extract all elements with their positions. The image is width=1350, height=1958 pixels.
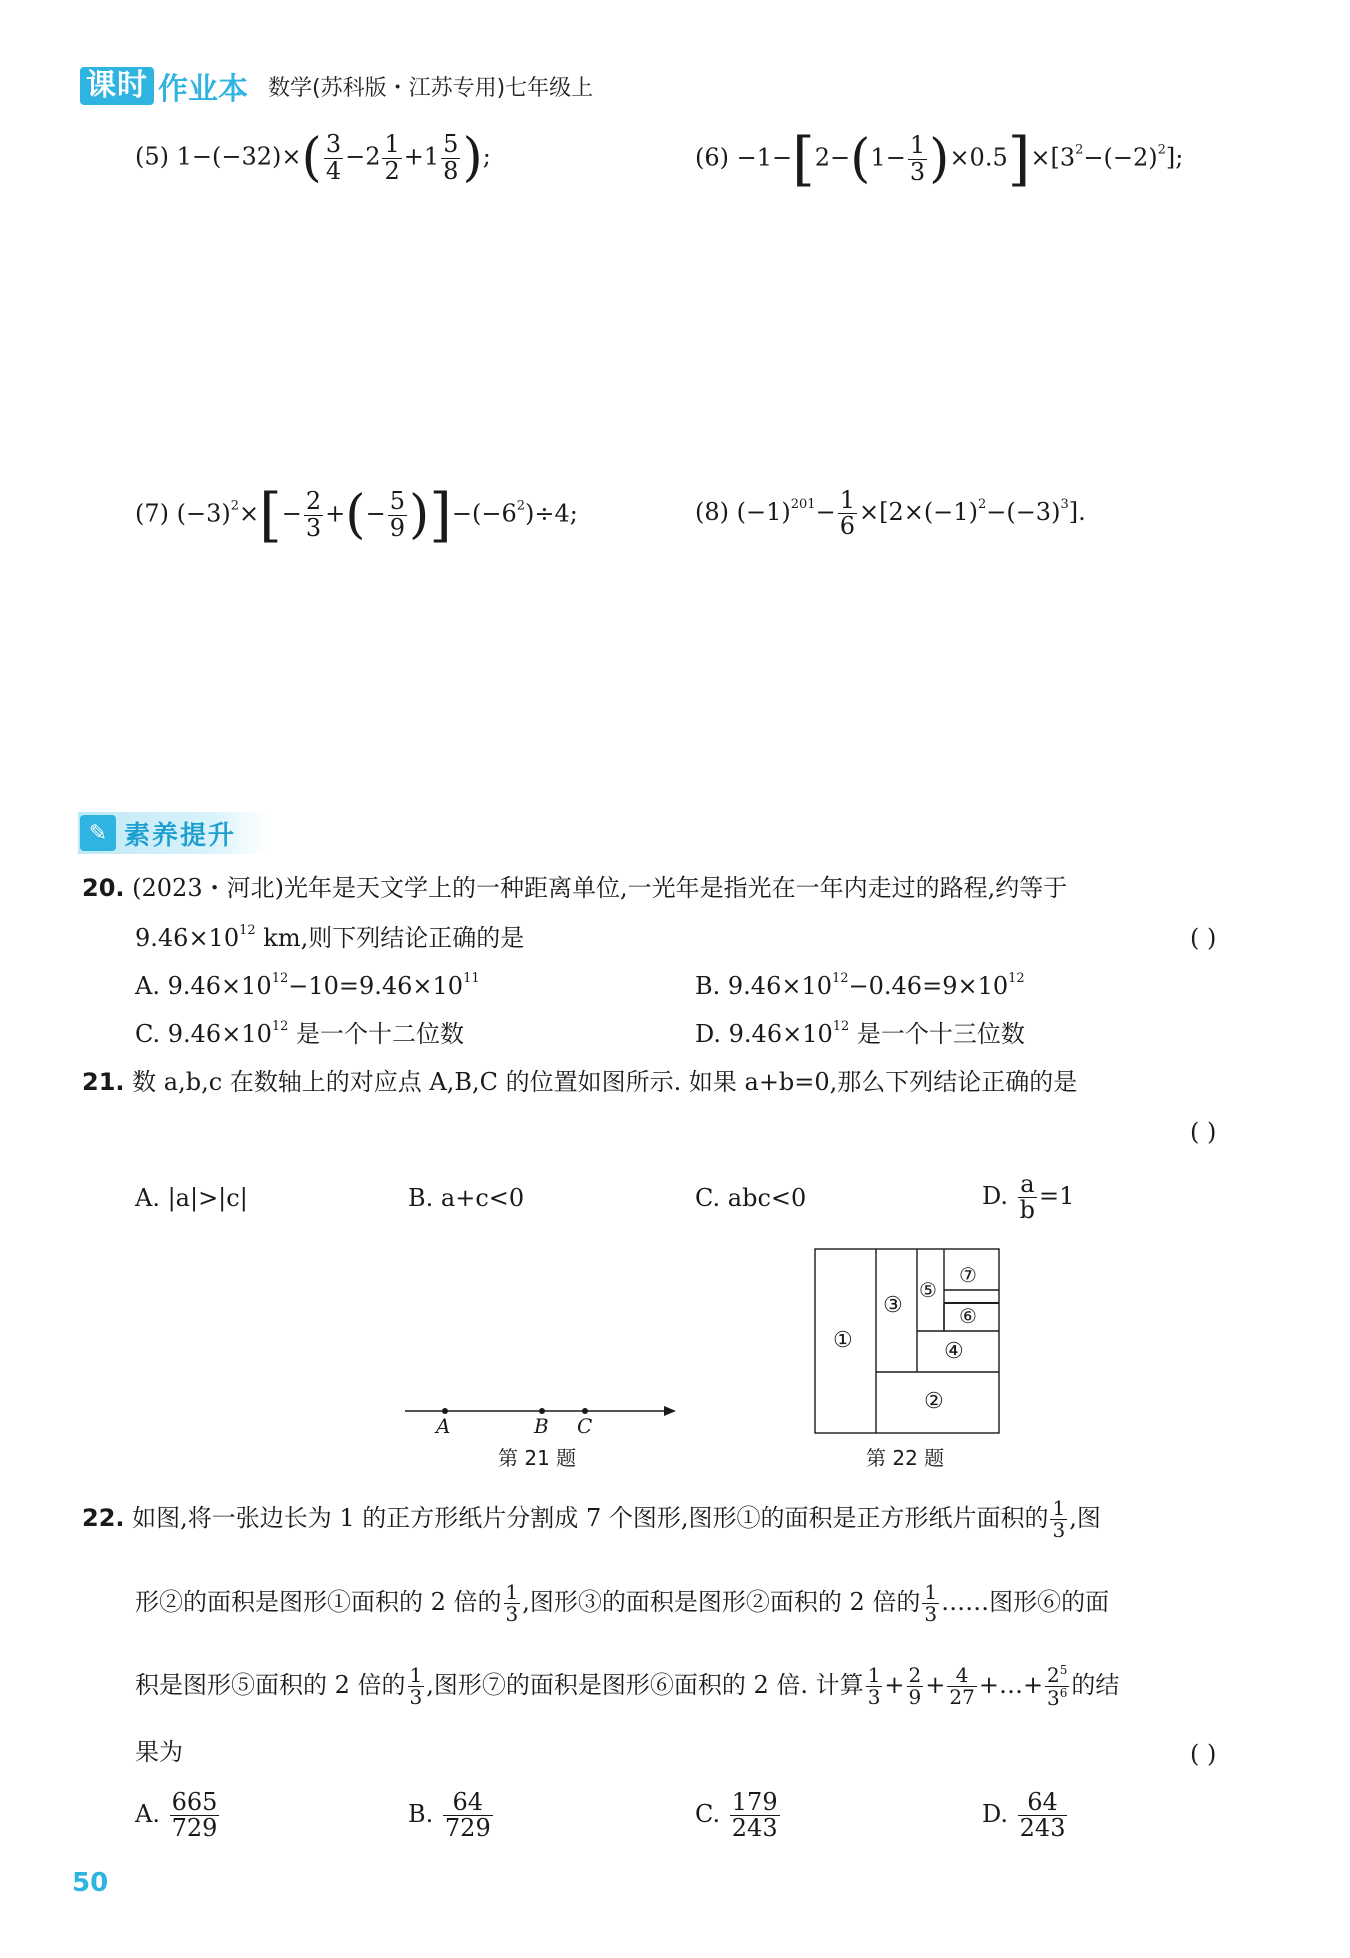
figure-21-caption: 第 21 题 (498, 1446, 577, 1470)
q21-option-a: A. |a|>|c| (135, 1184, 248, 1212)
region-6-label: ⑥ (959, 1304, 977, 1328)
page-number: 50 (72, 1868, 109, 1898)
problem-7: (7) $(-3)^2\times[-$ $\frac{2}{3}$ +(− $\frac{5}{9}$ )]$-(-6^2)\div 4$; (135, 481, 578, 549)
region-1-label: ① (833, 1328, 853, 1353)
q22-option-c: C. $\frac{179}{243}$ (695, 1788, 778, 1843)
problem-8: (8) $(-1)^{201}-$ $\frac{1}{6}$ $\times[2\times(-1)^2-(-3)^3]$. (695, 486, 1086, 541)
q22-option-a: A. $\frac{665}{729}$ (135, 1788, 218, 1843)
region-2-label: ② (924, 1389, 944, 1414)
q22-option-b: B. $\frac{64}{729}$ (408, 1788, 491, 1843)
q21-option-b: B. a+c<0 (408, 1184, 525, 1212)
pencil-icon: ✎ (80, 815, 116, 851)
problem-5: (5) 1−(−32)×( $\frac{3}{4}$ −2 $\frac{1}{2}$ +1 $\frac{5}{8}$ ); (135, 128, 491, 188)
q21-option-d: D. $\frac{a}{b}$ =1 (982, 1170, 1075, 1225)
q20-option-b: B. $9.46\times 10^{12}-0.46=9\times 10^{12}$ (695, 971, 1025, 1000)
q21-option-c: C. abc<0 (695, 1184, 807, 1212)
q22-answer-blank: ( ) (1190, 1740, 1217, 1768)
q21-answer-blank: ( ) (1190, 1118, 1217, 1146)
logo: 课时 (80, 67, 154, 105)
point-c-label: C (577, 1414, 593, 1438)
section-banner (78, 812, 268, 854)
q20-option-c: C. $9.46\times 10^{12}$ 是一个十二位数 (135, 1019, 465, 1048)
section-title: 素养提升 (124, 820, 237, 851)
q22-line2: 形②的面积是图形①面积的 2 倍的 $\frac{1}{3}$ ,图形③的面积是图形②面积的 2 倍的 $\frac{1}{3}$ ……图形⑥的面 (135, 1580, 1110, 1626)
q22-option-d: D. $\frac{64}{243}$ (982, 1788, 1066, 1843)
q20-line2: $9.46\times 10^{12}$ km,则下列结论正确的是 (135, 923, 525, 952)
point-a-label: A (436, 1414, 451, 1438)
region-7-label: ⑦ (959, 1263, 977, 1287)
figure-22-caption: 第 22 题 (866, 1446, 945, 1470)
q22-line4: 果为 (135, 1738, 183, 1766)
region-3-label: ③ (883, 1293, 903, 1318)
q21-stem: 21. 数 a,b,c 在数轴上的对应点 A,B,C 的位置如图所示. 如果 a+b=0,那么下列结论正确的是 (82, 1068, 1078, 1096)
point-b-label: B (534, 1414, 549, 1438)
logo-text: 作业本 (158, 72, 248, 107)
q22-line1: 22. 如图,将一张边长为 1 的正方形纸片分割成 7 个图形,图形①的面积是正方形纸片面积的 $\frac{1}{3}$ ,图 (82, 1496, 1101, 1542)
region-5-label: ⑤ (919, 1278, 937, 1302)
book-subtitle: 数学(苏科版・江苏专用)七年级上 (268, 75, 594, 101)
q20-answer-blank: ( ) (1190, 924, 1217, 952)
q20-line1: 20. (2023・河北)光年是天文学上的一种距离单位,一光年是指光在一年内走过的路程,约等于 (82, 874, 1068, 902)
number-line-arrow (664, 1406, 676, 1416)
q20-option-a: A. $9.46\times 10^{12}-10=9.46\times 10^{11}$ (135, 971, 480, 1000)
problem-6: (6) −1−[2−(1− $\frac{1}{3}$ )$\times 0.5]\times[3^2-(-2)^2]$; (695, 125, 1184, 193)
region-4-label: ④ (944, 1339, 964, 1364)
page-header (80, 66, 593, 106)
q22-line3: 积是图形⑤面积的 2 倍的 $\frac{1}{3}$ ,图形⑦的面积是图形⑥面积的 2 倍. 计算 $\frac{1}{3}$ + $\frac{2}{9}$ + $\frac{4}{27}$ +…+ $\frac{2^5}{3^6}$ 的结 (135, 1663, 1120, 1710)
q20-option-d: D. $9.46\times 10^{12}$ 是一个十三位数 (695, 1019, 1025, 1048)
